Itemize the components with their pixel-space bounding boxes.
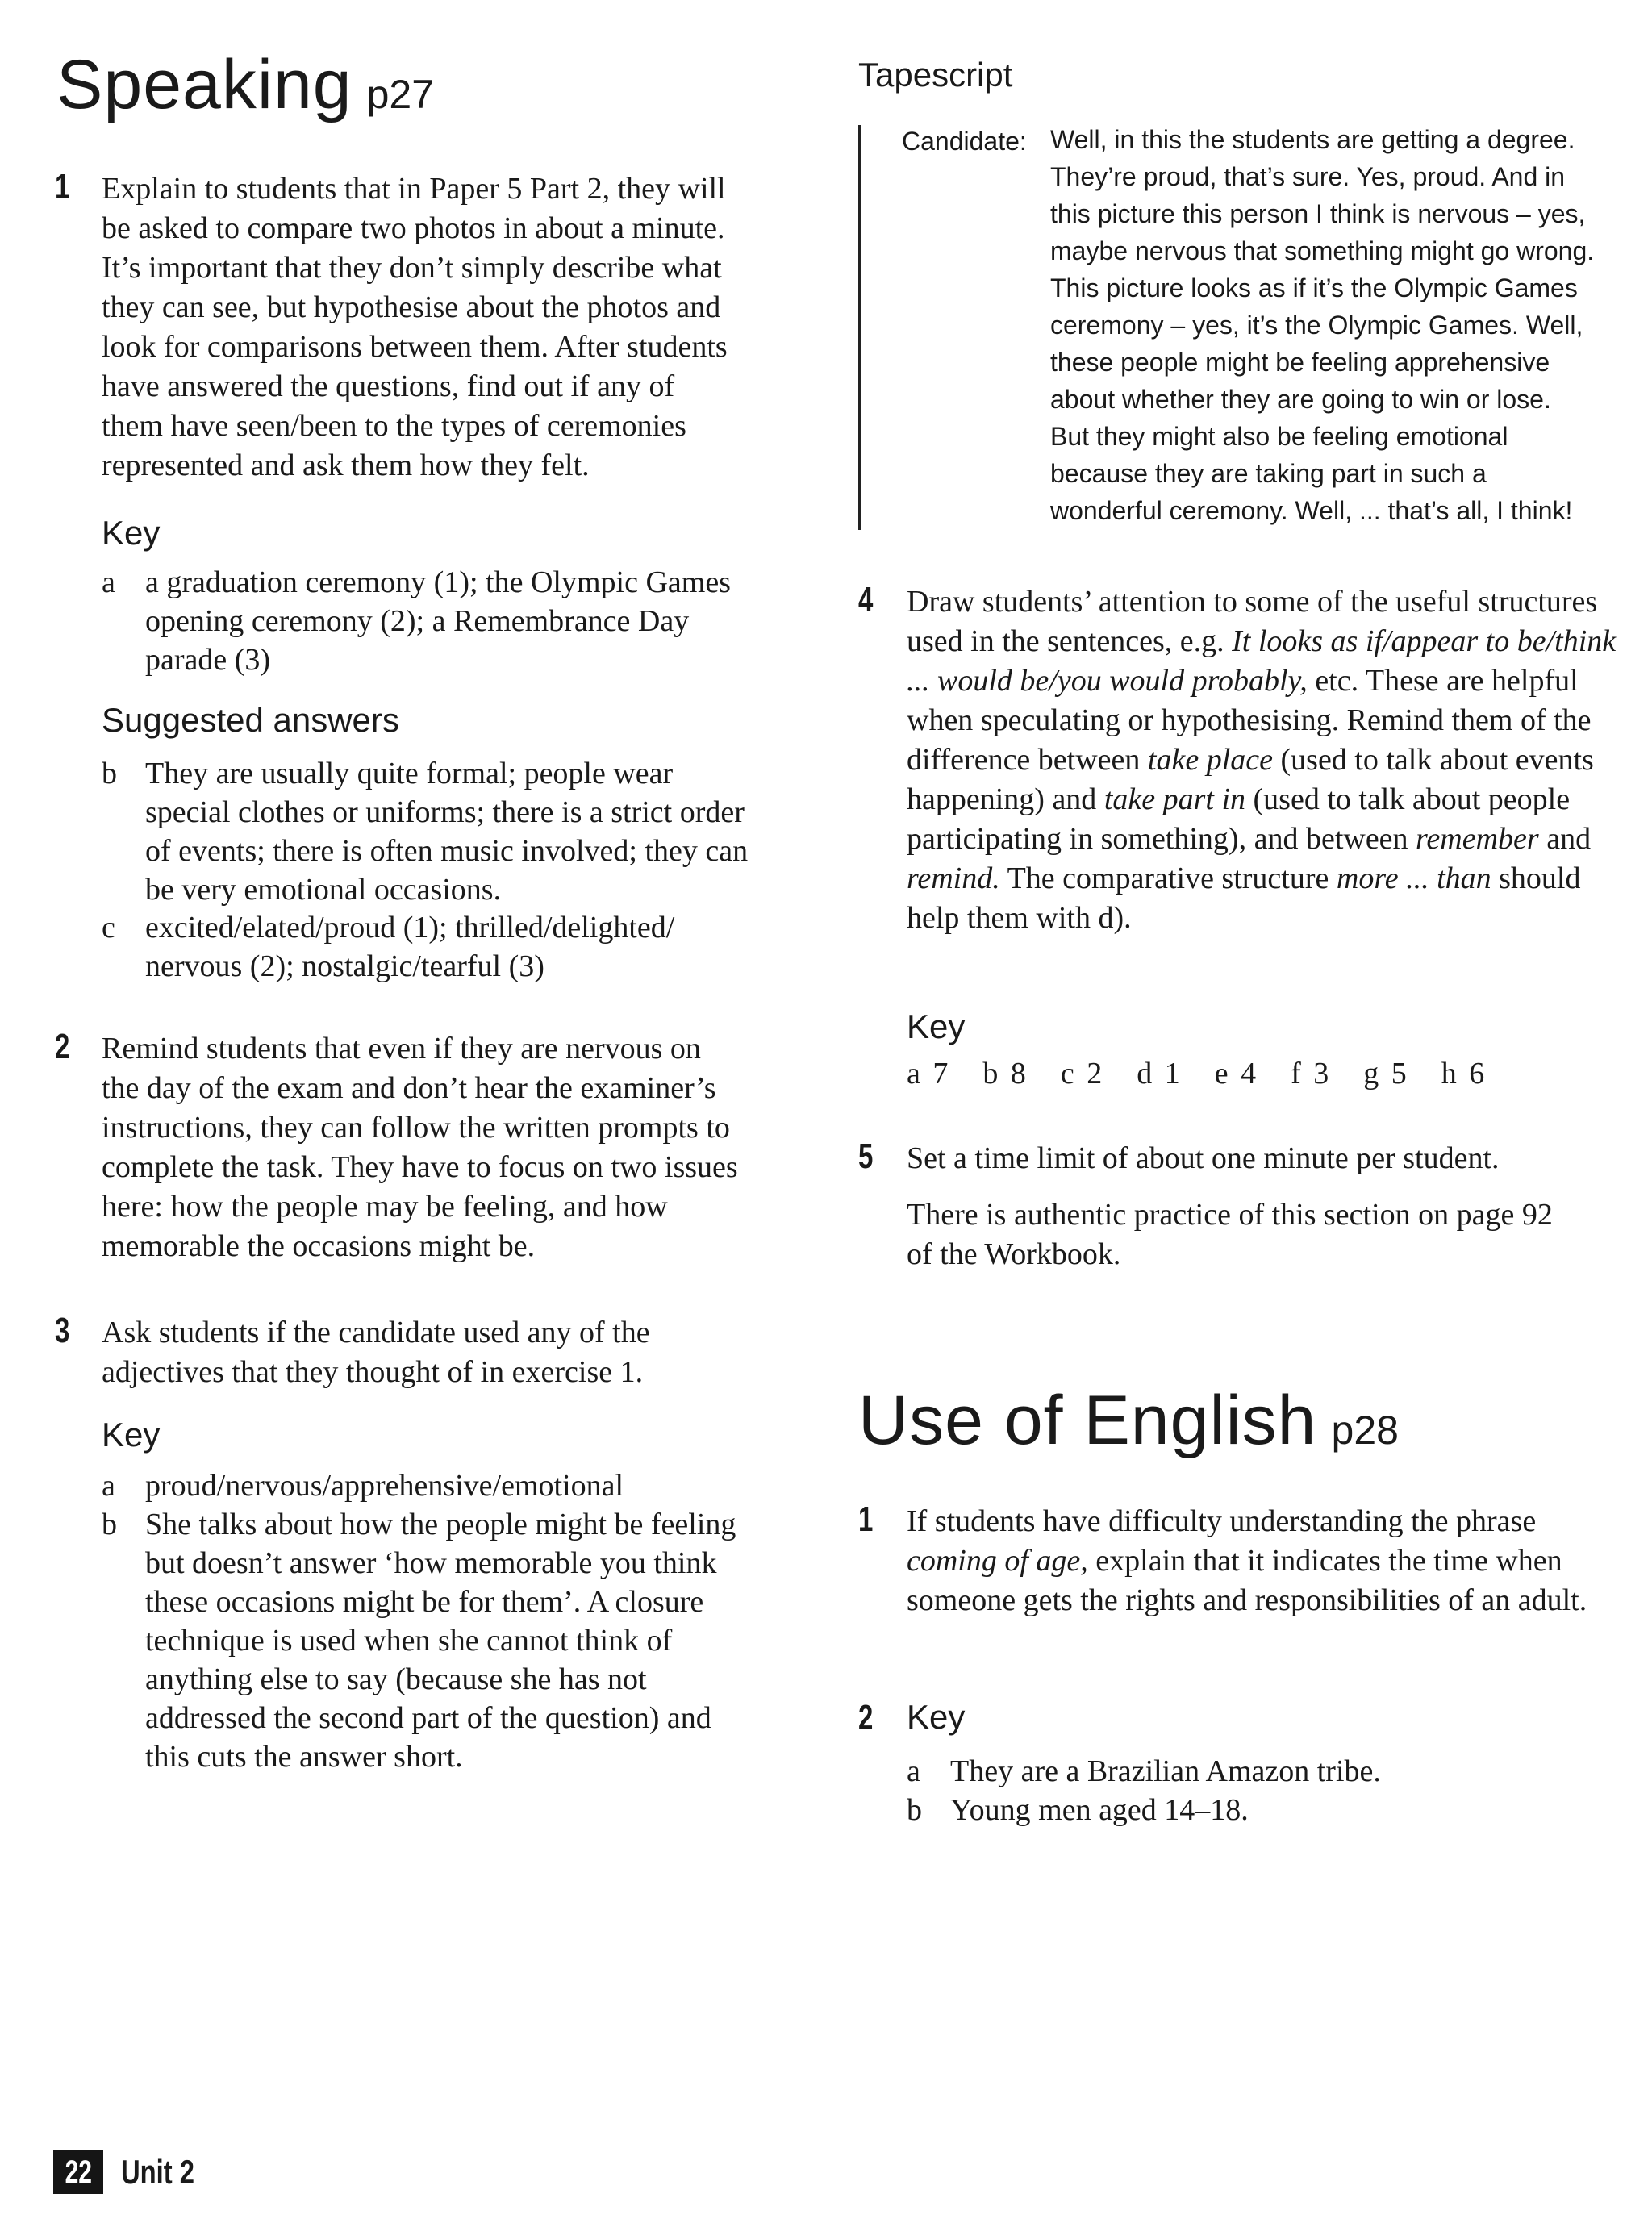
exercise-4-key-answers xyxy=(907,1058,1519,1089)
text-line: It’s important that they don’t simply describe what xyxy=(102,251,722,285)
unit-label: Unit 2 xyxy=(121,2153,195,2191)
use-of-english-page-ref: p28 xyxy=(1331,1408,1399,1453)
exercise-3-text xyxy=(102,1313,828,1392)
tapescript-line: about whether they are going to win or lose. xyxy=(1050,385,1551,414)
text-line: they can see, but hypothesise about the photos and xyxy=(102,290,721,324)
item-line: Young men aged 14–18. xyxy=(950,1793,1249,1827)
exercise-3-key-item-a xyxy=(102,1466,828,1505)
key-answer: a 7 xyxy=(907,1057,951,1091)
exercise-1-text xyxy=(102,169,828,486)
key-answer: c 2 xyxy=(1060,1057,1105,1091)
text-run: The comparative structure xyxy=(999,861,1337,895)
text-line: instructions, they can follow the written prompts to xyxy=(102,1111,730,1145)
text-line: represented and ask them how they felt. xyxy=(102,448,590,482)
exercise-2-number: 2 xyxy=(55,1027,70,1066)
tapescript-line: this picture this person I think is nervous – yes, xyxy=(1050,199,1586,228)
use-of-english-heading: Use of English xyxy=(858,1382,1317,1459)
tapescript-line: maybe nervous that something might go wrong. xyxy=(1050,236,1595,265)
exercise-4-text xyxy=(907,582,1617,938)
uoe-exercise-2-number: 2 xyxy=(858,1698,874,1737)
text-line: complete the task. They have to focus on two issues xyxy=(102,1150,738,1184)
speaking-page-ref: p27 xyxy=(366,72,435,117)
text-line: adjectives that they thought of in exercise 1. xyxy=(102,1355,644,1389)
item-line: They are a Brazilian Amazon tribe. xyxy=(950,1754,1381,1788)
text-line: Remind students that even if they are nervous on xyxy=(102,1032,701,1066)
text-line: here: how the people may be feeling, and how xyxy=(102,1190,668,1224)
exercise-4-key-heading: Key xyxy=(907,1007,966,1045)
text-run: etc. These are helpful when speculating or hypothesising. Remind them of the difference between xyxy=(907,664,1592,777)
item-letter: a xyxy=(102,565,115,599)
text-run: (used to talk about events happening) and xyxy=(907,743,1594,816)
text-run: If students have difficulty understanding the phrase xyxy=(907,1504,1537,1538)
exercise-3-number: 3 xyxy=(55,1311,70,1350)
item-line: parade (3) xyxy=(145,643,271,677)
tapescript-line: This picture looks as if it’s the Olympic Games xyxy=(1050,273,1578,302)
text-run: (used to talk about people participating in something), and between xyxy=(907,782,1571,856)
item-line: anything else to say (because she has not xyxy=(145,1662,647,1696)
uoe-key-item-b xyxy=(907,1791,1617,1829)
item-letter: c xyxy=(102,911,115,945)
text-line: Ask students if the candidate used any of the xyxy=(102,1316,650,1349)
text-run: and xyxy=(1538,822,1592,856)
tapescript-line: They’re proud, that’s sure. Yes, proud. And in xyxy=(1050,162,1566,191)
tapescript-line: ceremony – yes, it’s the Olympic Games. Well, xyxy=(1050,311,1583,340)
key-answer: g 5 xyxy=(1363,1057,1409,1091)
uoe-key-item-a xyxy=(907,1752,1617,1791)
item-letter: a xyxy=(102,1469,115,1503)
page-number-badge xyxy=(53,2150,103,2194)
item-line: technique is used when she cannot think of xyxy=(145,1624,673,1658)
item-line: be very emotional occasions. xyxy=(145,873,502,907)
use-of-english-title xyxy=(858,1382,1399,1459)
item-line: proud/nervous/apprehensive/emotional xyxy=(145,1469,624,1503)
exercise-1-number: 1 xyxy=(55,167,70,206)
item-line: addressed the second part of the question) and xyxy=(145,1701,711,1735)
exercise-5-line-2: There is authentic practice of this section on page 92 of the Workbook. xyxy=(907,1198,1553,1271)
exercise-3-key-item-b xyxy=(102,1505,828,1776)
exercise-5-number: 5 xyxy=(858,1137,874,1176)
text-line: them have seen/been to the types of ceremonies xyxy=(102,409,686,443)
key-answer: h 6 xyxy=(1441,1057,1487,1091)
uoe-exercise-1-number: 1 xyxy=(858,1499,874,1539)
item-line: special clothes or uniforms; there is a strict order xyxy=(145,795,745,829)
item-line: excited/elated/proud (1); thrilled/delighted/ xyxy=(145,911,675,945)
exercise-1-key-heading: Key xyxy=(102,514,161,552)
speaking-title xyxy=(56,46,435,123)
suggested-answers-heading: Suggested answers xyxy=(102,701,399,739)
text-run: Draw students’ attention to some of the useful structures used in the sentences, e.g. xyxy=(907,585,1598,658)
speaking-heading: Speaking xyxy=(56,46,353,123)
item-letter: a xyxy=(907,1754,920,1788)
item-line: opening ceremony (2); a Remembrance Day xyxy=(145,604,690,638)
text-line: Explain to students that in Paper 5 Part 2, they will xyxy=(102,172,726,206)
text-line: memorable the occasions might be. xyxy=(102,1229,536,1263)
text-line: have answered the questions, find out if any of xyxy=(102,369,675,403)
page-number: 22 xyxy=(65,2154,92,2190)
tapescript-text xyxy=(1050,121,1620,529)
text-run: should help them with d). xyxy=(907,861,1581,935)
uoe-exercise-2-key-heading: Key xyxy=(907,1698,966,1736)
exercise-5-line-1: Set a time limit of about one minute per student. xyxy=(907,1141,1500,1175)
uoe-exercise-1-text xyxy=(907,1502,1617,1620)
item-line: of events; there is often music involved; they can xyxy=(145,834,749,868)
item-letter: b xyxy=(102,1508,117,1541)
text-run-italic: remember xyxy=(1416,822,1539,856)
exercise-4-number: 4 xyxy=(858,580,874,619)
item-line: She talks about how the people might be feeling xyxy=(145,1508,736,1541)
tapescript-title: Tapescript xyxy=(858,56,1013,94)
item-line: nervous (2); nostalgic/tearful (3) xyxy=(145,949,544,983)
key-answer: f 3 xyxy=(1291,1057,1332,1091)
item-line: this cuts the answer short. xyxy=(145,1740,463,1774)
text-line: be asked to compare two photos in about a minute. xyxy=(102,211,725,245)
text-run-italic: It looks as if/appear to be/think ... would be/you would probably, xyxy=(907,624,1617,698)
tapescript-line: Well, in this the students are getting a degree. xyxy=(1050,125,1575,154)
text-run-italic: more ... than xyxy=(1336,861,1491,895)
text-line: the day of the exam and don’t hear the examiner’s xyxy=(102,1071,716,1105)
item-line: but doesn’t answer ‘how memorable you think xyxy=(145,1546,717,1580)
text-line: look for comparisons between them. After students xyxy=(102,330,728,364)
item-line: a graduation ceremony (1); the Olympic Games xyxy=(145,565,731,599)
exercise-3-key-heading: Key xyxy=(102,1416,161,1454)
text-run-italic: take part in xyxy=(1103,782,1246,816)
tapescript-speaker: Candidate: xyxy=(902,127,1027,156)
suggested-item-b xyxy=(102,754,828,909)
suggested-item-c xyxy=(102,908,828,986)
item-letter: b xyxy=(907,1793,922,1827)
text-run: explain that it indicates the time when someone gets the rights and responsibilities of an adult. xyxy=(907,1544,1587,1617)
text-run-italic: coming of age, xyxy=(907,1544,1088,1578)
key-answer: d 1 xyxy=(1137,1057,1183,1091)
tapescript-line: But they might also be feeling emotional xyxy=(1050,422,1508,451)
item-letter: b xyxy=(102,757,117,790)
key-answer: b 8 xyxy=(982,1057,1028,1091)
text-run-italic: take place xyxy=(1147,743,1273,777)
key-answer: e 4 xyxy=(1214,1057,1259,1091)
tapescript-line: wonderful ceremony. Well, ... that’s all, I think! xyxy=(1050,496,1573,525)
exercise-2-text xyxy=(102,1029,828,1266)
tapescript-line: because they are taking part in such a xyxy=(1050,459,1487,488)
tapescript-line: these people might be feeling apprehensive xyxy=(1050,348,1550,377)
tapescript-rule xyxy=(858,125,861,530)
item-line: They are usually quite formal; people wear xyxy=(145,757,674,790)
item-line: these occasions might be for them’. A closure xyxy=(145,1585,704,1619)
exercise-1-key-item-a xyxy=(102,563,828,679)
text-run-italic: remind. xyxy=(907,861,1000,895)
